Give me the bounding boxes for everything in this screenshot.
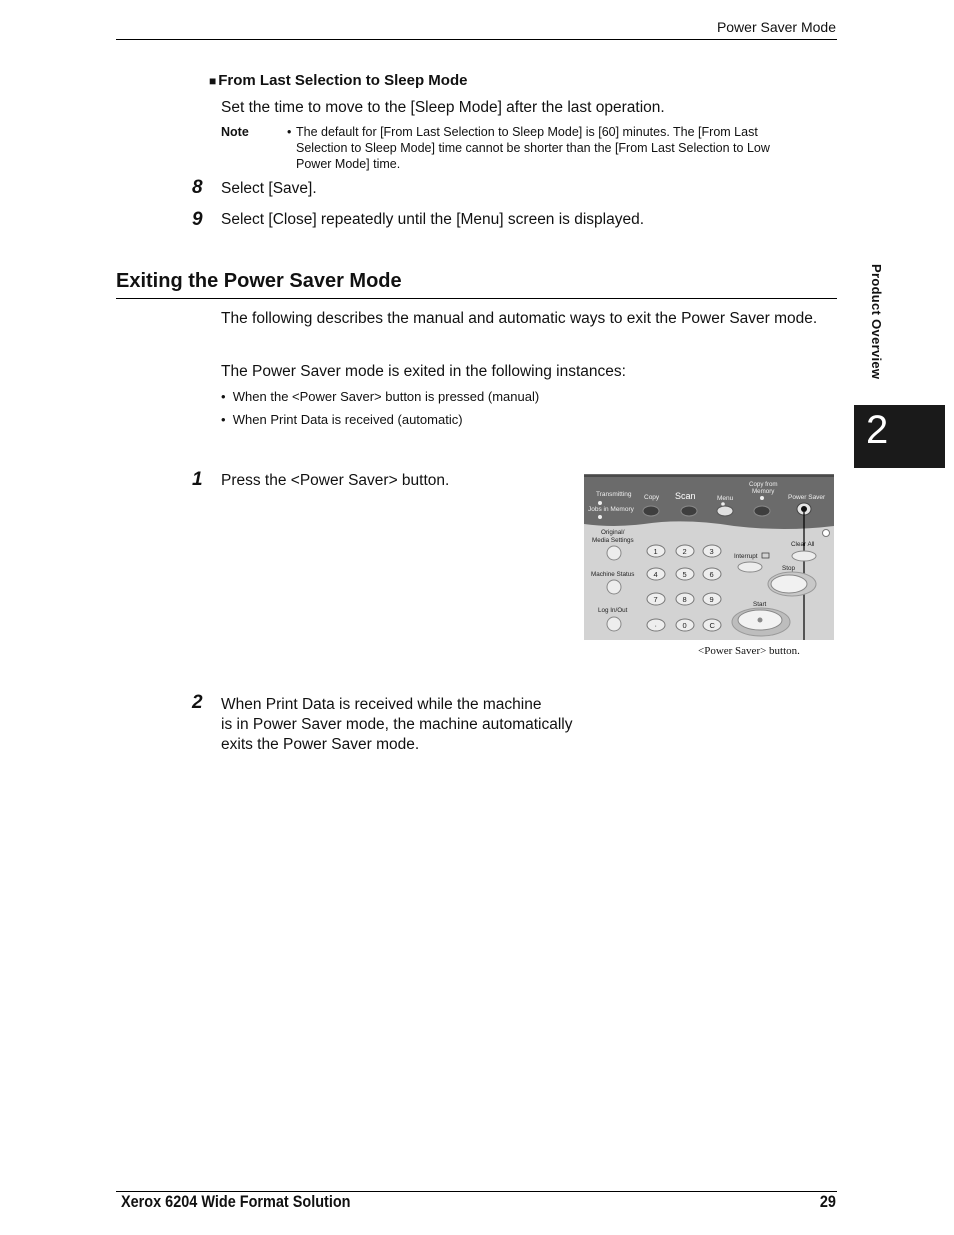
subsection-heading [209,72,467,89]
scan-label: Scan [675,491,696,501]
step-line: When Print Data is received while the machine [221,696,542,713]
key-label: 1 [653,547,658,556]
instances-intro: The Power Saver mode is exited in the following instances: [221,363,626,380]
key-label: 5 [682,570,687,579]
page-number: 29 [819,1192,836,1211]
list-item-text: When the <Power Saver> button is pressed (manual) [232,389,540,404]
jobs-in-memory-label: Jobs in Memory [588,506,634,513]
section-title: Exiting the Power Saver Mode [116,270,402,292]
power-saver-label: Power Saver [788,494,826,501]
menu-label: Menu [717,495,734,502]
figure-caption: <Power Saver> button. [698,645,800,657]
step-line: exits the Power Saver mode. [221,736,420,753]
square-bullet-icon: ■ [209,74,217,88]
note-label: Note [221,125,249,139]
interrupt-label: Interrupt [734,553,758,560]
key-label: 7 [653,595,658,604]
scan-button-icon [681,506,697,516]
chapter-number-tab [854,405,945,468]
copy-from-memory-button-icon [754,506,770,516]
step-number: 1 [192,469,203,490]
step-number: 9 [192,209,203,230]
key-label: 2 [682,547,687,556]
step-number: 2 [192,692,203,713]
chapter-tab-label: Product Overview [869,264,884,380]
copy-label: Copy [644,494,660,501]
panel-top-bar [584,474,834,529]
machine-status-button-icon [607,580,621,594]
key-label: 3 [709,547,714,556]
note-line: Selection to Sleep Mode] time cannot be shorter than the [From Last Selection to Low [296,141,770,155]
log-in-out-label: Log In/Out [598,607,628,614]
stop-label: Stop [782,565,795,572]
step-line: is in Power Saver mode, the machine automatically [221,716,573,733]
control-panel-illustration [584,474,834,640]
running-header-title: Power Saver Mode [716,19,836,35]
step-text [221,695,601,755]
key-label: · [654,621,657,630]
footer-product-name: Xerox 6204 Wide Format Solution [121,1192,351,1211]
clear-all-label: Clear All [791,541,815,548]
list-item: • When the <Power Saver> button is pressed (manual) [221,389,540,404]
step-text: Select [Save]. [221,180,317,197]
key-label: 4 [653,570,658,579]
chapter-number: 2 [866,408,889,452]
copy-button-icon [643,506,659,516]
step-number: 8 [192,177,203,198]
start-label: Start [753,601,767,608]
log-in-out-button-icon [607,617,621,631]
list-item: • When Print Data is received (automatic) [221,412,463,427]
key-label: 0 [682,621,687,630]
note-line: The default for [From Last Selection to Sleep Mode] is [60] minutes. The [From Last [296,125,758,139]
header-rule [116,39,837,40]
section-intro: The following describes the manual and automatic ways to exit the Power Saver mode. [221,310,818,327]
key-label: C [709,621,715,630]
original-label: Original/ [601,529,625,536]
note-text [287,124,807,172]
key-label: 8 [682,595,687,604]
note-line: Power Mode] time. [296,157,401,171]
key-label: 6 [709,570,714,579]
step-text: Press the <Power Saver> button. [221,472,450,489]
subsection-title: From Last Selection to Sleep Mode [218,72,468,89]
subsection-description: Set the time to move to the [Sleep Mode] after the last operation. [221,99,665,116]
copy-from-memory-label: Memory [752,488,775,495]
key-label: 9 [709,595,714,604]
note-bullet: • [287,125,292,139]
stop-button-icon [771,575,807,593]
clear-all-button-icon [792,551,816,561]
menu-button-icon [717,506,733,516]
list-item-text: When Print Data is received (automatic) [232,412,463,427]
transmitting-label: Transmitting [596,491,632,498]
media-settings-label: Media Settings [592,537,634,544]
original-media-button-icon [607,546,621,560]
interrupt-button-icon [738,562,762,572]
step-text: Select [Close] repeatedly until the [Menu] screen is displayed. [221,211,645,228]
machine-status-label: Machine Status [591,571,635,578]
copy-from-memory-label: Copy from [749,481,778,488]
section-rule [116,298,837,299]
